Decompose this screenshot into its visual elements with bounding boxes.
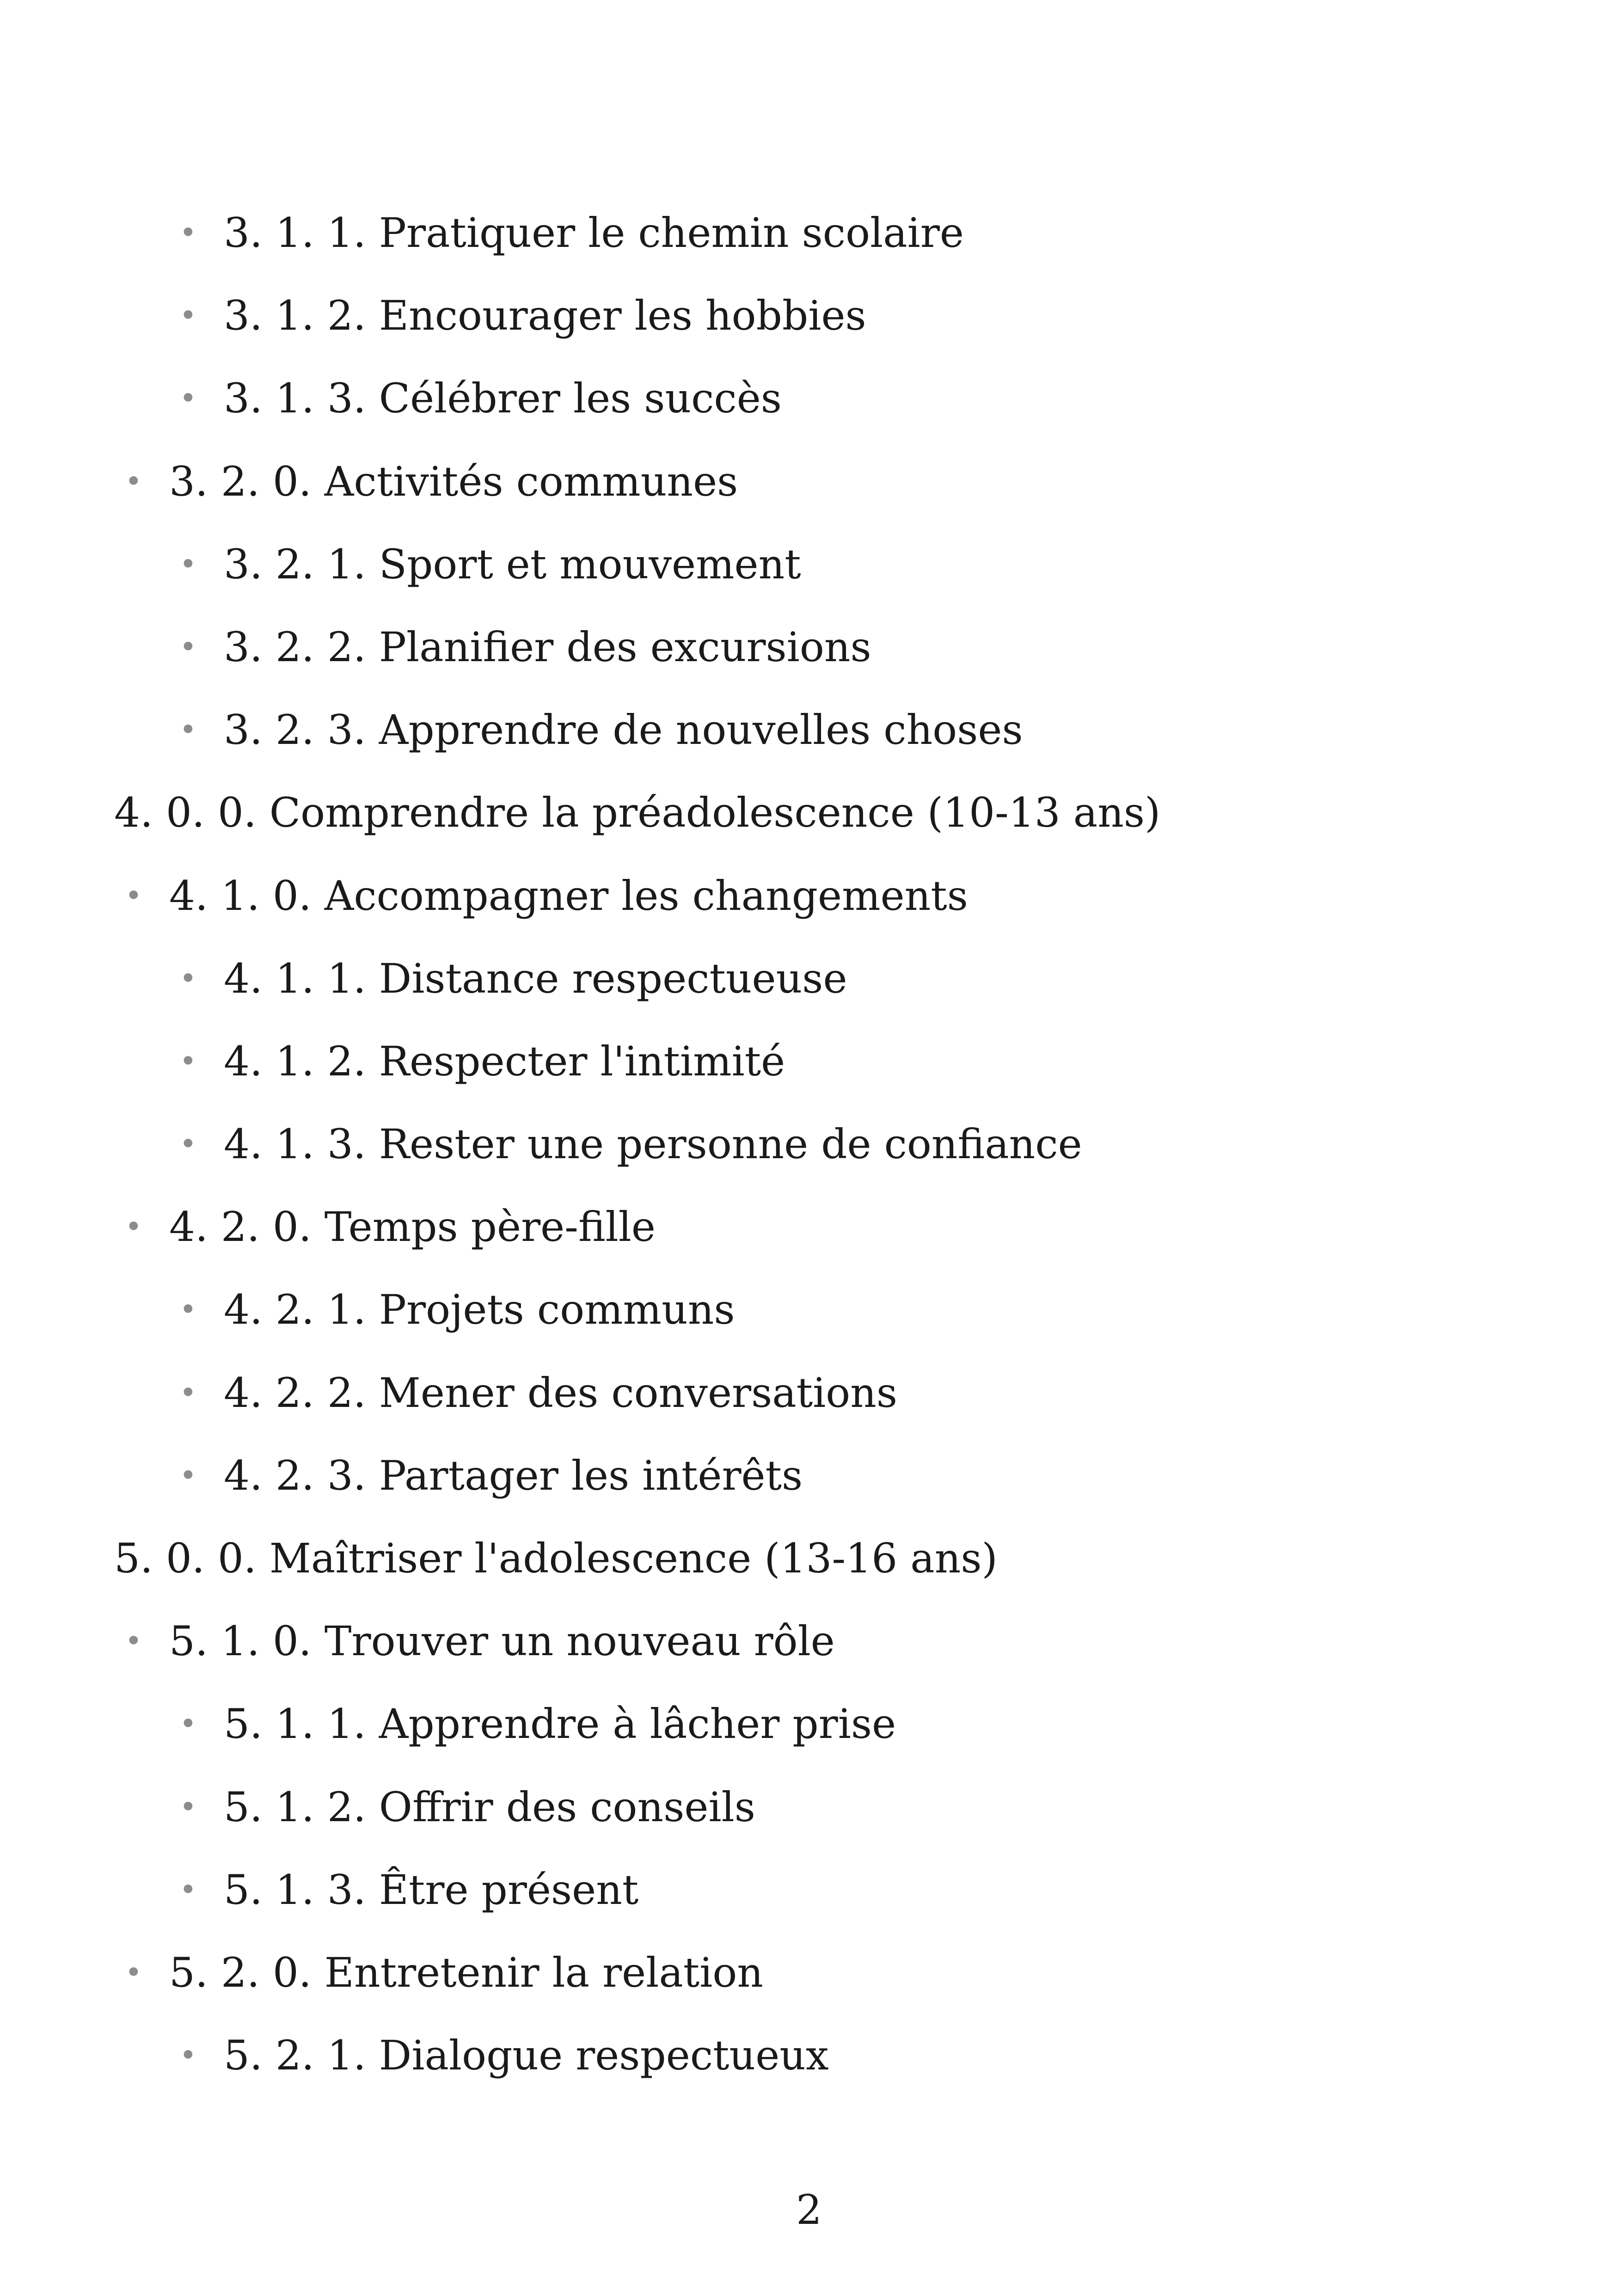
toc-subsection-entry: [0, 1356, 1618, 1439]
toc-entry-text: 3. 2. 0. Activités communes: [169, 457, 738, 505]
toc-entry-text: 5. 1. 3. Être présent: [224, 1866, 639, 1914]
bullet-icon: •: [179, 630, 197, 664]
toc-subsection-entry: [0, 610, 1618, 693]
toc-subsection-entry: [0, 1687, 1618, 1770]
bullet-icon: •: [125, 1955, 142, 1990]
toc-entry-text: 3. 2. 1. Sport et mouvement: [224, 540, 801, 588]
toc-chapter-entry: [0, 1522, 1618, 1604]
bullet-icon: •: [179, 713, 197, 748]
toc-entry-text: 5. 2. 0. Entretenir la relation: [169, 1948, 764, 1996]
bullet-icon: •: [179, 299, 197, 333]
bullet-icon: •: [179, 547, 197, 582]
toc-subsection-entry: [0, 1107, 1618, 1190]
toc-subsection-entry: [0, 196, 1618, 279]
bullet-icon: •: [125, 464, 142, 499]
bullet-icon: •: [179, 1458, 197, 1493]
toc-section-entry: [0, 445, 1618, 528]
toc-subsection-entry: [0, 942, 1618, 1025]
bullet-icon: •: [179, 1375, 197, 1410]
toc-subsection-entry: [0, 528, 1618, 610]
bullet-icon: •: [179, 1044, 197, 1079]
bullet-icon: •: [179, 961, 197, 996]
toc-entry-text: 4. 1. 3. Rester une personne de confiance: [224, 1120, 1082, 1168]
bullet-icon: •: [179, 1872, 197, 1907]
toc-entry-text: 4. 2. 0. Temps père-fille: [169, 1203, 656, 1251]
toc-entry-text: 4. 2. 2. Mener des conversations: [224, 1369, 898, 1417]
table-of-contents: [0, 196, 1618, 2101]
toc-entry-text: 4. 1. 1. Distance respectueuse: [224, 954, 847, 1002]
bullet-icon: •: [179, 1293, 197, 1327]
toc-entry-text: 3. 1. 3. Célébrer les succès: [224, 374, 782, 423]
bullet-icon: •: [179, 381, 197, 416]
toc-section-entry: [0, 1190, 1618, 1273]
toc-subsection-entry: [0, 693, 1618, 776]
bullet-icon: •: [179, 216, 197, 250]
toc-entry-text: 5. 1. 2. Offrir des conseils: [224, 1783, 755, 1831]
toc-subsection-entry: [0, 2019, 1618, 2101]
toc-entry-text: 5. 1. 0. Trouver un nouveau rôle: [169, 1617, 835, 1665]
toc-subsection-entry: [0, 1770, 1618, 1853]
bullet-icon: •: [179, 1790, 197, 1824]
toc-subsection-entry: [0, 1439, 1618, 1522]
toc-entry-text: 5. 2. 1. Dialogue respectueux: [224, 2032, 829, 2080]
toc-entry-text: 3. 1. 1. Pratiquer le chemin scolaire: [224, 209, 964, 257]
toc-entry-text: 4. 0. 0. Comprendre la préadolescence (10-13 ans): [114, 789, 1161, 837]
toc-entry-text: 4. 1. 2. Respecter l'intimité: [224, 1037, 785, 1085]
toc-chapter-entry: [0, 776, 1618, 859]
bullet-icon: •: [179, 1127, 197, 1162]
toc-entry-text: 3. 2. 2. Planifier des excursions: [224, 623, 871, 671]
toc-subsection-entry: [0, 1853, 1618, 1936]
toc-entry-text: 3. 2. 3. Apprendre de nouvelles choses: [224, 706, 1023, 754]
bullet-icon: •: [125, 1624, 142, 1659]
toc-entry-text: 5. 0. 0. Maîtriser l'adolescence (13-16 ans): [114, 1535, 998, 1582]
toc-section-entry: [0, 859, 1618, 942]
toc-subsection-entry: [0, 362, 1618, 444]
bullet-icon: •: [179, 1707, 197, 1742]
toc-subsection-entry: [0, 279, 1618, 362]
toc-section-entry: [0, 1604, 1618, 1687]
toc-subsection-entry: [0, 1273, 1618, 1356]
toc-entry-text: 5. 1. 1. Apprendre à lâcher prise: [224, 1700, 896, 1748]
toc-entry-text: 4. 2. 3. Partager les intérêts: [224, 1451, 803, 1499]
bullet-icon: •: [125, 878, 142, 913]
page-number: 2: [796, 2186, 822, 2234]
toc-section-entry: [0, 1936, 1618, 2019]
bullet-icon: •: [179, 2038, 197, 2073]
bullet-icon: •: [125, 1210, 142, 1245]
toc-entry-text: 4. 2. 1. Projets communs: [224, 1286, 735, 1334]
toc-subsection-entry: [0, 1025, 1618, 1107]
toc-entry-text: 4. 1. 0. Accompagner les changements: [169, 872, 968, 920]
toc-entry-text: 3. 1. 2. Encourager les hobbies: [224, 292, 866, 340]
